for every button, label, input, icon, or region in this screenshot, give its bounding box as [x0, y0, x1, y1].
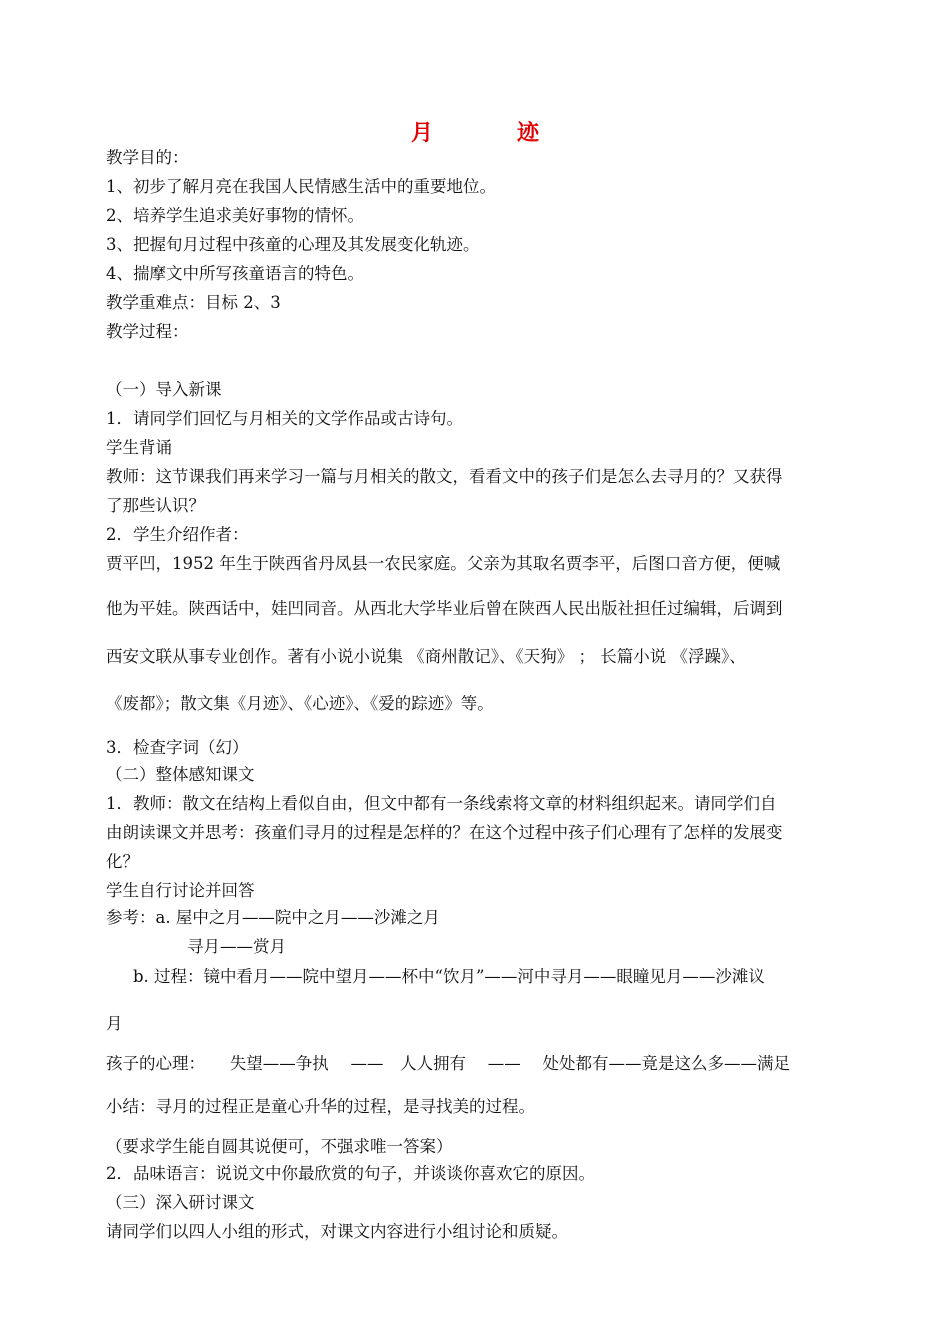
reference-line-b: b. 过程：镜中看月——院中望月——杯中“饮月”——河中寻月——眼瞳见月——沙滩议	[133, 967, 765, 986]
section-heading-objectives: 教学目的：	[106, 148, 189, 167]
paragraph-line: 3．检查字词（幻）	[106, 738, 249, 757]
child-psychology-line: 孩子的心理： 失望——争执 —— 人人拥有 —— 处处都有——竟是这么多——满足	[106, 1054, 790, 1073]
part-3-heading: （三）深入研讨课文	[106, 1193, 255, 1212]
paragraph-line: 1．请同学们回忆与月相关的文学作品或古诗句。	[106, 409, 463, 428]
author-bio-line: 《废都》；散文集《月迹》、《心迹》、《爱的踪迹》等。	[106, 694, 494, 713]
objective-3: 3、把握旬月过程中孩童的心理及其发展变化轨迹。	[106, 235, 480, 254]
title-char-1: 月	[410, 120, 433, 146]
paragraph-line: 教师：这节课我们再来学习一篇与月相关的散文，看看文中的孩子们是怎么去寻月的？又获得	[106, 467, 783, 486]
objective-1: 1、初步了解月亮在我国人民情感生活中的重要地位。	[106, 177, 496, 196]
title-char-2: 迹	[517, 120, 540, 146]
paragraph-line: 1．教师：散文在结构上看似自由，但文中都有一条线索将文章的材料组织起来。请同学们自	[106, 794, 777, 813]
key-difficulties: 教学重难点：目标 2、3	[106, 293, 281, 312]
part-2-heading: （二）整体感知课文	[106, 765, 255, 784]
paragraph-line: （要求学生能自圆其说便可，不强求唯一答案）	[106, 1137, 453, 1156]
paragraph-line: 化？	[106, 852, 139, 871]
author-bio-line: 贾平凹，1952 年生于陕西省丹凤县一农民家庭。父亲为其取名贾李平，后图口音方便，便喊	[106, 554, 781, 573]
section-heading-process: 教学过程：	[106, 322, 189, 341]
summary-line: 小结：寻月的过程正是童心升华的过程，是寻找美的过程。	[106, 1097, 535, 1116]
paragraph-line: 学生自行讨论并回答	[106, 881, 255, 900]
paragraph-line: 请同学们以四人小组的形式，对课文内容进行小组讨论和质疑。	[106, 1222, 568, 1241]
paragraph-line: 2．学生介绍作者：	[106, 525, 249, 544]
reference-line-a: 参考：a. 屋中之月——院中之月——沙滩之月	[106, 908, 440, 927]
paragraph-line: 2．品味语言：说说文中你最欣赏的句子，并谈谈你喜欢它的原因。	[106, 1164, 595, 1183]
part-1-heading: （一）导入新课	[106, 380, 222, 399]
paragraph-line: 学生背诵	[106, 438, 172, 457]
reference-line-a-sub: 寻月——赏月	[187, 937, 286, 956]
author-bio-line: 他为平娃。陕西话中，娃凹同音。从西北大学毕业后曾在陕西人民出版社担任过编辑，后调到	[106, 599, 783, 618]
author-bio-line: 西安文联从事专业创作。著有小说小说集 《商州散记》、《天狗》 ； 长篇小说 《浮躁》、	[106, 647, 746, 666]
paragraph-line: 由朗读课文并思考：孩童们寻月的过程是怎样的？在这个过程中孩子们心理有了怎样的发展变	[106, 823, 783, 842]
document-title	[0, 118, 950, 148]
paragraph-line: 了那些认识？	[106, 496, 205, 515]
reference-line-b-cont: 月	[106, 1014, 123, 1033]
objective-4: 4、揣摩文中所写孩童语言的特色。	[106, 264, 364, 283]
objective-2: 2、培养学生追求美好事物的情怀。	[106, 206, 364, 225]
